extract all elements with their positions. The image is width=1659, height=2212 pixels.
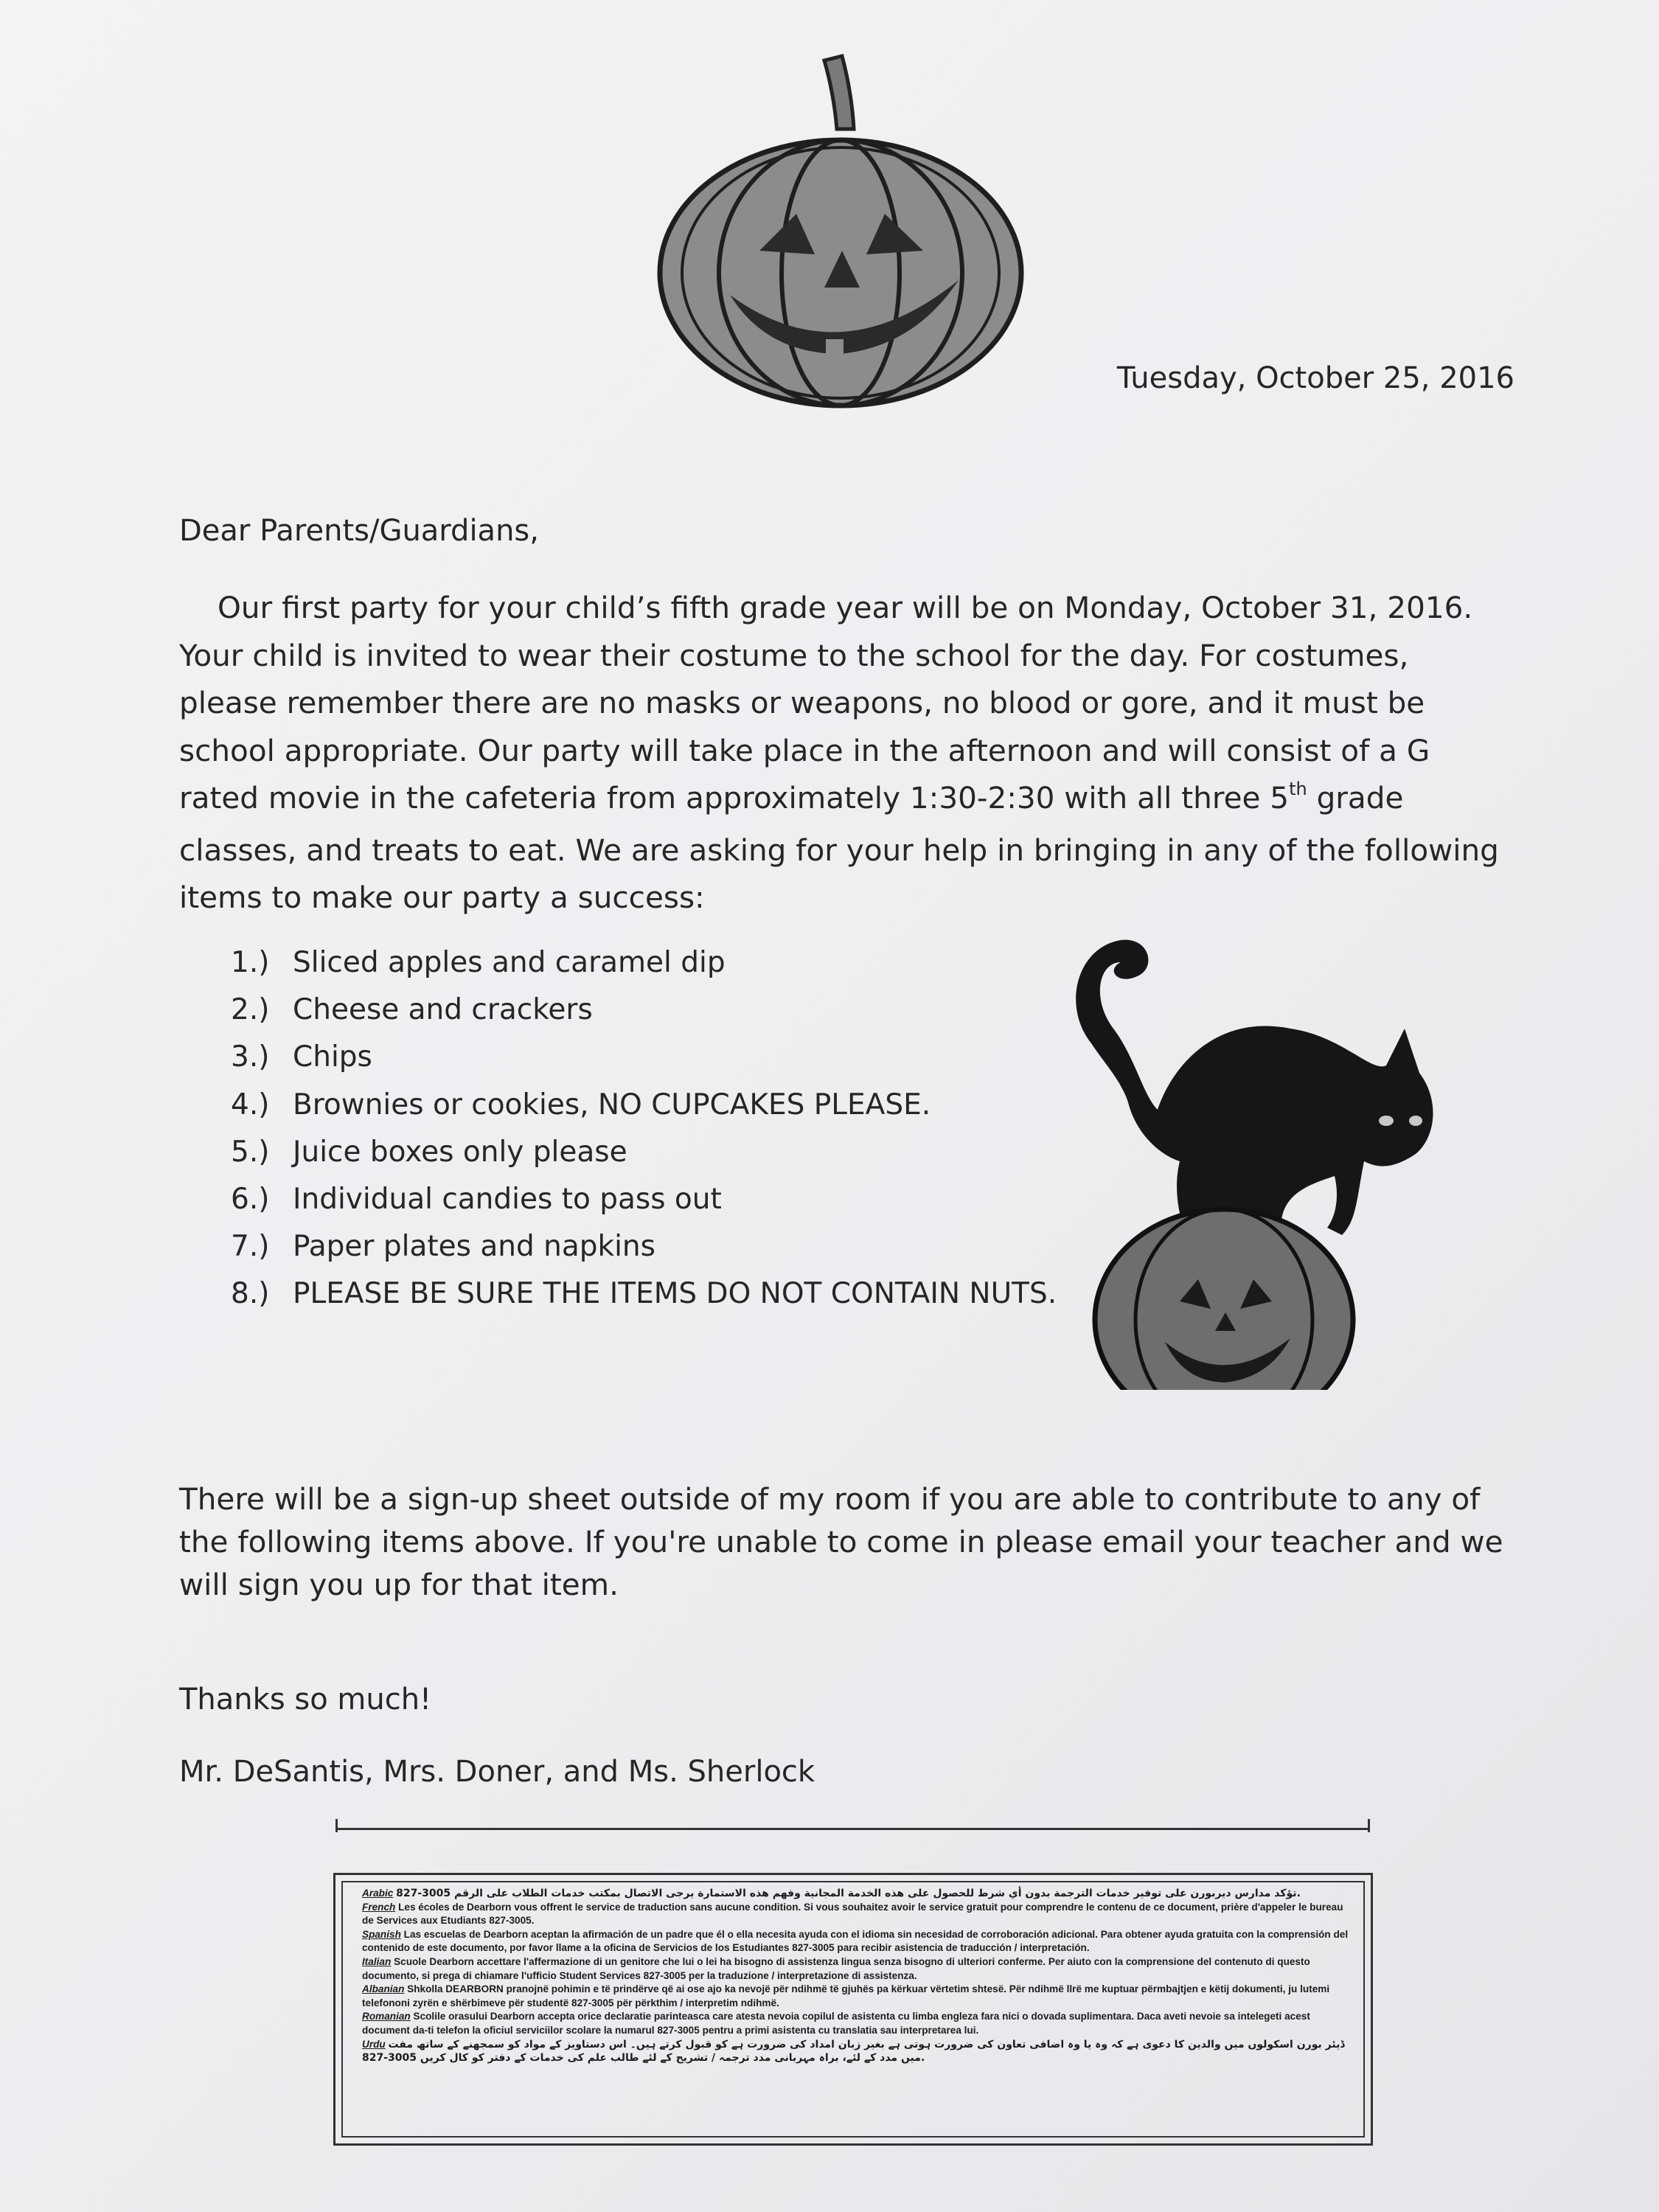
list-item-text: Brownies or cookies, NO CUPCAKES PLEASE. bbox=[293, 1088, 931, 1121]
divider-tick-left bbox=[335, 1819, 338, 1832]
letter-date: Tuesday, October 25, 2016 bbox=[1116, 361, 1514, 395]
list-item-number: 8.) bbox=[231, 1277, 270, 1311]
notice-language-text: Scuole Dearborn accettare l'affermazione di un genitore che lui o lei ha bisogno di assistenza lingua senza bisogno di ulteriori conferme. Per aiuto con la comprensione del contenuto di questo documento, si prega di chiamare l'ufficio Student Services 827-3005 per la traduzione / interpretazione di assistenza. bbox=[362, 1955, 1310, 1981]
list-item-text: Chips bbox=[293, 1040, 372, 1074]
notice-language-text: تؤكد مدارس ديربورن على توفير خدمات الترجمة بدون أي شرط للحصول على هذه الخدمة المجانية وفهم هذه الاستمارة يرجى الاتصال بمكتب خدمات الطلاب على الرقم 3005-827. bbox=[396, 1888, 1301, 1899]
notice-language-text: Les écoles de Dearborn vous offrent le service de traduction sans aucune condition. Si vous souhaitez avoir le service gratuit pour comprendre le contenu de ce document, prière d'appeler le bureau de Services aux Etudiants 827-3005. bbox=[362, 1901, 1343, 1927]
list-item bbox=[231, 1183, 1057, 1230]
notice-romanian bbox=[362, 2010, 1349, 2037]
signup-paragraph: There will be a sign-up sheet outside of my room if you are able to contribute to any of the following items above. If you're unable to come in please email your teacher and we will sign you up for that item. bbox=[179, 1481, 1503, 1602]
list-item-number: 1.) bbox=[231, 946, 270, 979]
list-item-number: 6.) bbox=[231, 1182, 270, 1216]
ordinal-superscript: th bbox=[1289, 779, 1307, 799]
notice-language-text: Las escuelas de Dearborn aceptan la afirmación de un padre que él o ella necesita ayuda con el idioma sin necesidad de corroboración adicional. Para obtener ayuda gratuita con la comprensión del contenido de este documento, por favor llame a la oficina de Servicios de los Estudiantes 827-3005 para recibir asistencia de traducción / interpretación. bbox=[362, 1928, 1349, 1954]
notice-language-text: ڈیئر بورن اسکولوں میں والدین کا دعوی ہے کہ وہ یا وہ اضافی تعاون کی ضرورت ہوتی ہے بغیر زبان امداد کی ضرورت ہے کو قبول کرتے ہیں۔ اس دستاویز کے مواد کو سمجھنے کے ساتھ مفت میں مدد کے لئے، براہ مہربانی مدد ترجمہ / تشریح کے لئے طالب علم کی خدمات کے دفتر کو کال کریں 3005-827. bbox=[362, 2038, 1345, 2065]
list-item bbox=[231, 946, 1057, 993]
closing: Thanks so much! bbox=[179, 1683, 432, 1717]
notice-language-label: Romanian bbox=[362, 2011, 411, 2023]
list-item-text: Cheese and crackers bbox=[293, 993, 593, 1027]
salutation: Dear Parents/Guardians, bbox=[179, 514, 539, 548]
list-item-text: Juice boxes only please bbox=[293, 1135, 627, 1169]
notice-language-label: Urdu bbox=[362, 2038, 386, 2050]
intro-text: Our first party for your child’s fifth grade year will be on Monday, October 31, 2016. Your child is invited to wear their costume to the school for the day. For costumes, please remember there are no masks or weapons, no blood or gore, and it must be school appropriate. Our party will take place in the afternoon and will consist of a G rated movie in the cafeteria from approximately 1:30-2:30 with all three 5 bbox=[179, 590, 1473, 815]
list-item bbox=[231, 1135, 1057, 1183]
translation-notice-box bbox=[333, 1873, 1373, 2146]
list-item bbox=[231, 1277, 1057, 1324]
list-item-number: 2.) bbox=[231, 993, 270, 1027]
list-item bbox=[231, 1230, 1057, 1277]
list-item-text: Sliced apples and caramel dip bbox=[293, 946, 726, 979]
divider-tick-right bbox=[1368, 1819, 1370, 1832]
list-item bbox=[231, 993, 1057, 1040]
notice-albanian bbox=[362, 1983, 1349, 2010]
notice-french bbox=[362, 1901, 1349, 1928]
black-cat-on-pumpkin-illustration bbox=[1047, 918, 1445, 1390]
translation-notice-text bbox=[341, 1881, 1365, 2138]
intro-paragraph bbox=[179, 584, 1506, 922]
notice-italian bbox=[362, 1955, 1349, 1983]
party-items-list bbox=[231, 946, 1057, 1325]
notice-language-text: Scolile orasului Dearborn accepta orice declaratie parinteasca care atesta nevoia copilul de asistenta cu limba engleza fara nici o dovada suplimentara. Daca aveti nevoie sa intelegeti acest document da-ti telefon la oficiul serviciilor scolare la numarul 827-3005 pentru a primi asistenta cu translatia sau interpretarea lui. bbox=[362, 2011, 1310, 2036]
notice-spanish bbox=[362, 1928, 1349, 1955]
notice-language-label: Arabic bbox=[362, 1888, 394, 1899]
list-item bbox=[231, 1040, 1057, 1088]
notice-arabic bbox=[362, 1887, 1349, 1901]
notice-language-label: Albanian bbox=[362, 1983, 405, 1995]
list-item-number: 4.) bbox=[231, 1088, 270, 1121]
list-item-text: Paper plates and napkins bbox=[293, 1230, 655, 1264]
notice-language-label: Spanish bbox=[362, 1928, 401, 1940]
list-item-text: PLEASE BE SURE THE ITEMS DO NOT CONTAIN NUTS. bbox=[293, 1277, 1057, 1311]
list-item bbox=[231, 1088, 1057, 1135]
list-item-number: 5.) bbox=[231, 1135, 270, 1169]
notice-urdu bbox=[362, 2038, 1349, 2065]
list-item-number: 3.) bbox=[231, 1040, 270, 1074]
list-item-number: 7.) bbox=[231, 1230, 270, 1264]
notice-language-label: French bbox=[362, 1901, 396, 1913]
list-item-text: Individual candies to pass out bbox=[293, 1182, 722, 1216]
signature: Mr. DeSantis, Mrs. Doner, and Ms. Sherlock bbox=[179, 1755, 815, 1789]
divider-line bbox=[335, 1828, 1368, 1830]
jack-o-lantern-illustration bbox=[649, 29, 1032, 413]
notice-language-text: Shkolla DEARBORN pranojnë pohimin e të prindërve që ai ose ajo ka nevojë për ndihmë të gjuhës pa kërkuar vërtetim shtesë. Për ndihmë llrë me kuptuar përmbajtjen e këtij dokumenti, ju lutemi telefononi zyrën e shërbimeve për studentë 827-3005 për përkthim / interpretim ndihmë. bbox=[362, 1983, 1330, 2008]
notice-language-label: Italian bbox=[362, 1955, 392, 1967]
intro-text-continued: grade classes, and treats to eat. We are asking for your help in bringing in any of the following items to make our party a success: bbox=[179, 780, 1499, 915]
